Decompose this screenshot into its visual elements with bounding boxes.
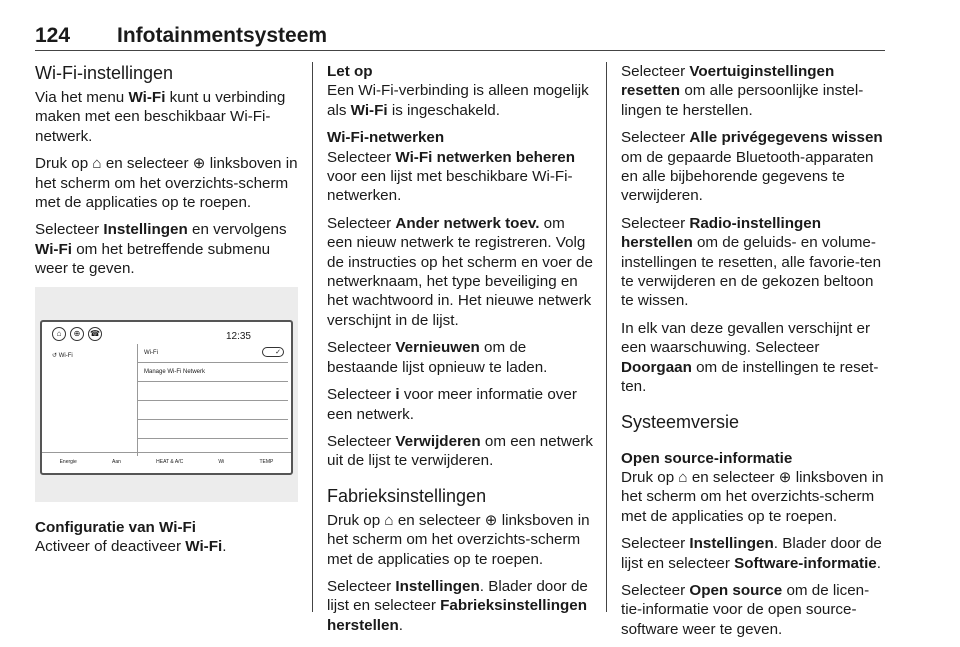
chapter-title: Infotainmentsysteem <box>117 24 328 47</box>
screen-back-label: ↺ Wi-Fi <box>52 352 73 359</box>
screen-row-empty <box>138 382 288 401</box>
apps-icon: ⊕ <box>778 468 792 486</box>
column-divider <box>606 62 607 612</box>
phone-icon: ☎ <box>88 327 102 341</box>
paragraph: Selecteer Instellingen. Blader door de lijst en selecteer Software-informatie. <box>621 535 882 572</box>
infotainment-screen <box>40 320 293 475</box>
paragraph: Selecteer Vernieuwen om de bestaande lijst opnieuw te laden. <box>327 339 548 376</box>
paragraph: Selecteer Instellingen en vervolgens Wi-Fi om het betreffende submenu weer te geven. <box>35 221 287 278</box>
page-header <box>35 24 885 51</box>
home-icon: ⌂ <box>92 155 102 173</box>
wifi-screen-illustration <box>35 287 298 502</box>
apps-icon: ⊕ <box>484 511 498 529</box>
screen-panel <box>137 344 288 456</box>
subsection-heading: Configuratie van Wi-Fi <box>35 518 197 536</box>
section-heading: Systeemversie <box>621 411 740 432</box>
toggle-icon: ✓ <box>262 347 284 357</box>
subsection-heading: Open source-informatie <box>621 449 793 467</box>
column-2 <box>327 62 593 643</box>
note-title: Let op <box>327 63 373 80</box>
paragraph: Druk op ⌂ en selecteer ⊕ linksboven in het scherm om het overzichts-scherm met de applicaties op te roepen. <box>35 155 298 212</box>
screen-row-wifi: Wi-Fi ✓ <box>138 344 288 363</box>
section-heading: Fabrieksinstellingen <box>327 485 487 506</box>
paragraph: Selecteer Verwijderen om een netwerk uit de lijst te verwijderen. <box>327 432 593 470</box>
column-3 <box>621 62 887 647</box>
screen-bottom-bar <box>42 452 291 473</box>
screen-row-manage: Manage Wi-Fi Netwerk <box>138 363 288 382</box>
paragraph: Druk op ⌂ en selecteer ⊕ linksboven in het scherm om het overzichts-scherm met de applicaties op te roepen. <box>621 468 884 525</box>
home-icon: ⌂ <box>678 468 688 486</box>
bar-label: TEMP <box>259 458 274 465</box>
paragraph: Druk op ⌂ en selecteer ⊕ linksboven in het scherm om het overzichts-scherm met de applicaties op te roepen. <box>327 511 590 568</box>
paragraph: Selecteer Voertuiginstellingen resetten om alle persoonlijke instel-lingen te herstellen. <box>621 63 864 119</box>
screen-row-empty <box>138 401 288 420</box>
paragraph: Selecteer i voor meer informatie over een netwerk. <box>327 386 577 423</box>
bar-label: Wi <box>218 458 225 465</box>
paragraph: Selecteer Instellingen. Blader door de lijst en selecteer Fabrieksinstellingen herstellen. <box>327 577 588 634</box>
bar-label: Aan <box>112 458 121 465</box>
apps-icon: ⊕ <box>70 327 84 341</box>
column-1 <box>35 62 300 564</box>
screen-top-icons <box>52 327 102 341</box>
paragraph: Selecteer Radio-instellingen herstellen om de geluids- en volume-instellingen te resetten, alle favorie-ten te verwijderen en de gekozen beltoon te wissen. <box>621 214 882 310</box>
paragraph: Activeer of deactiveer Wi-Fi. <box>35 538 227 556</box>
home-icon: ⌂ <box>52 327 66 341</box>
apps-icon: ⊕ <box>192 155 206 173</box>
note-text: Een Wi-Fi-verbinding is alleen mogelijk als Wi-Fi is ingeschakeld. <box>327 82 589 119</box>
subsection-heading: Wi-Fi-netwerken <box>327 129 445 147</box>
page-number: 124 <box>35 24 71 47</box>
paragraph: In elk van deze gevallen verschijnt er een waarschuwing. Selecteer Doorgaan om de instellingen te reset-ten. <box>621 319 879 396</box>
paragraph: Selecteer Ander netwerk toev. om een nieuw netwerk te registreren. Volg de instructies op het scherm en voer de netwerknaam, het type beveiliging en het wachtwoord in. Het nieuwe netwerk verschijnt in de lijst. <box>327 214 593 329</box>
section-heading: Wi-Fi-instellingen <box>35 63 174 83</box>
bar-label: Energie <box>59 458 77 465</box>
screen-row-empty <box>138 420 288 439</box>
bar-label: HEAT & A/C <box>156 458 184 465</box>
screen-clock: 12:35 <box>225 330 251 342</box>
column-divider <box>312 62 313 612</box>
paragraph: Selecteer Alle privégegevens wissen om de gepaarde Bluetooth-apparaten en alle bijbehorende gegevens te verwijderen. <box>621 129 883 205</box>
paragraph: Via het menu Wi-Fi kunt u verbinding maken met een beschikbaar Wi-Fi-netwerk. <box>35 89 286 145</box>
paragraph: Selecteer Wi-Fi netwerken beheren voor een lijst met beschikbare Wi-Fi-netwerken. <box>327 148 576 205</box>
home-icon: ⌂ <box>384 511 394 529</box>
paragraph: Selecteer Open source om de licen-tie-informatie voor de open source-software weer te geven. <box>621 581 870 638</box>
